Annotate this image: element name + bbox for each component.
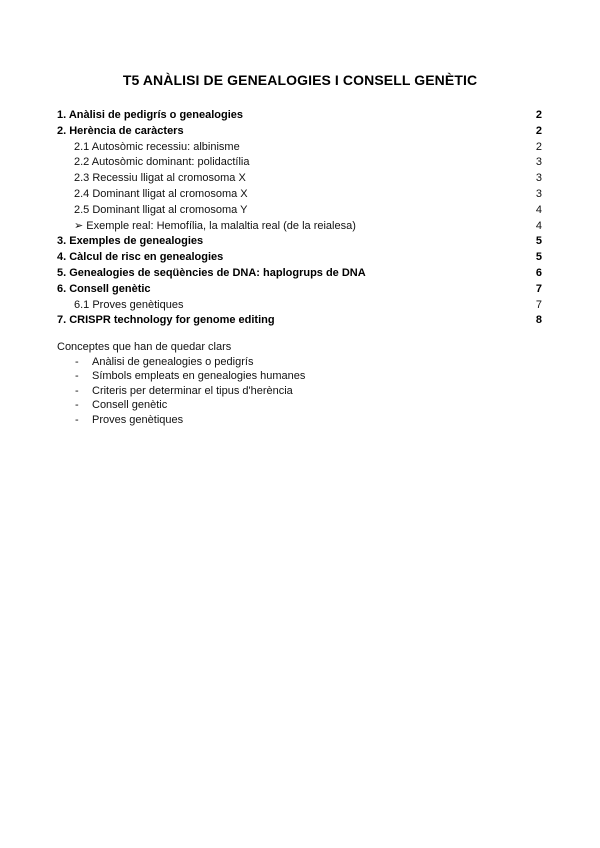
toc-entry-label: 2.1 Autosòmic recessiu: albinisme [74, 140, 240, 153]
list-item [57, 369, 305, 384]
list-item [57, 413, 305, 428]
list-bullet: - [75, 370, 79, 383]
toc-subentry[interactable] [57, 155, 542, 171]
toc-entry-page: 3 [535, 187, 542, 200]
key-concepts-heading: Conceptes que han de quedar clars [57, 341, 232, 353]
toc-entry-page: 2 [535, 109, 542, 121]
toc-subentry[interactable] [57, 203, 542, 219]
toc-entry-page: 2 [535, 124, 542, 137]
list-item [57, 355, 305, 370]
toc-entry-page: 3 [535, 156, 542, 169]
toc-entry-label: 4. Càlcul de risc en genealogies [57, 251, 224, 264]
toc-entry-page: 5 [535, 235, 542, 248]
list-item-text: Consell genètic [92, 399, 168, 412]
list-item-text: Símbols empleats en genealogies humanes [92, 370, 306, 383]
toc-entry-label: 6. Consell genètic [57, 282, 151, 295]
toc-entry[interactable] [57, 313, 542, 329]
toc-entry-label: 6.1 Proves genètiques [74, 298, 184, 311]
toc-entry-label: 2.3 Recessiu lligat al cromosoma X [74, 172, 246, 185]
toc-entry-page: 3 [535, 172, 542, 185]
toc-entry-label: 2.4 Dominant lligat al cromosoma X [74, 187, 248, 200]
toc-entry[interactable] [57, 266, 542, 282]
toc-entry[interactable] [57, 282, 542, 298]
list-item [57, 384, 305, 399]
document-title: T5 ANÀLISI DE GENEALOGIES I CONSELL GENÈTIC [122, 72, 478, 88]
list-item [57, 398, 305, 413]
toc-entry[interactable] [57, 108, 542, 124]
list-item-text: Proves genètiques [92, 413, 184, 426]
list-item-text: Criteris per determinar el tipus d'herència [92, 384, 293, 397]
toc-entry-label: 2. Herència de caràcters [57, 124, 184, 137]
toc-entry-label: 7. CRISPR technology for genome editing [57, 314, 275, 327]
key-concepts-section [57, 340, 305, 428]
toc-entry-page: 6 [535, 266, 542, 279]
toc-entry-label: 1. Anàlisi de pedigrís o genealogies [57, 109, 244, 121]
toc-entry-page: 4 [535, 219, 542, 232]
toc-subentry[interactable] [57, 187, 542, 203]
table-of-contents [57, 108, 542, 329]
toc-subentry[interactable] [57, 171, 542, 187]
toc-entry-page: 8 [535, 314, 542, 327]
toc-entry-label: 2.5 Dominant lligat al cromosoma Y [74, 203, 248, 216]
list-bullet: - [75, 413, 79, 426]
list-bullet: - [75, 399, 79, 412]
toc-entry-page: 5 [535, 251, 542, 264]
toc-entry-label: 3. Exemples de genealogies [57, 235, 204, 248]
toc-entry-label: 2.2 Autosòmic dominant: polidactília [74, 156, 250, 169]
list-bullet: - [75, 384, 79, 397]
list-bullet: - [75, 355, 79, 368]
toc-entry-label: ➢ Exemple real: Hemofília, la malaltia real (de la reialesa) [74, 219, 356, 232]
toc-entry[interactable] [57, 250, 542, 266]
toc-entry-page: 4 [535, 203, 542, 216]
toc-subentry[interactable] [57, 140, 542, 156]
list-item-text: Anàlisi de genealogies o pedigrís [92, 355, 254, 368]
toc-entry-page: 2 [535, 140, 542, 153]
toc-subentry[interactable] [57, 219, 542, 235]
key-concepts-list [57, 355, 305, 428]
toc-subentry[interactable] [57, 298, 542, 314]
toc-entry-page: 7 [535, 298, 542, 311]
toc-entry[interactable] [57, 124, 542, 140]
toc-entry-label: 5. Genealogies de seqüències de DNA: haplogrups de DNA [57, 266, 366, 279]
toc-entry-page: 7 [535, 282, 542, 295]
toc-entry[interactable] [57, 234, 542, 250]
